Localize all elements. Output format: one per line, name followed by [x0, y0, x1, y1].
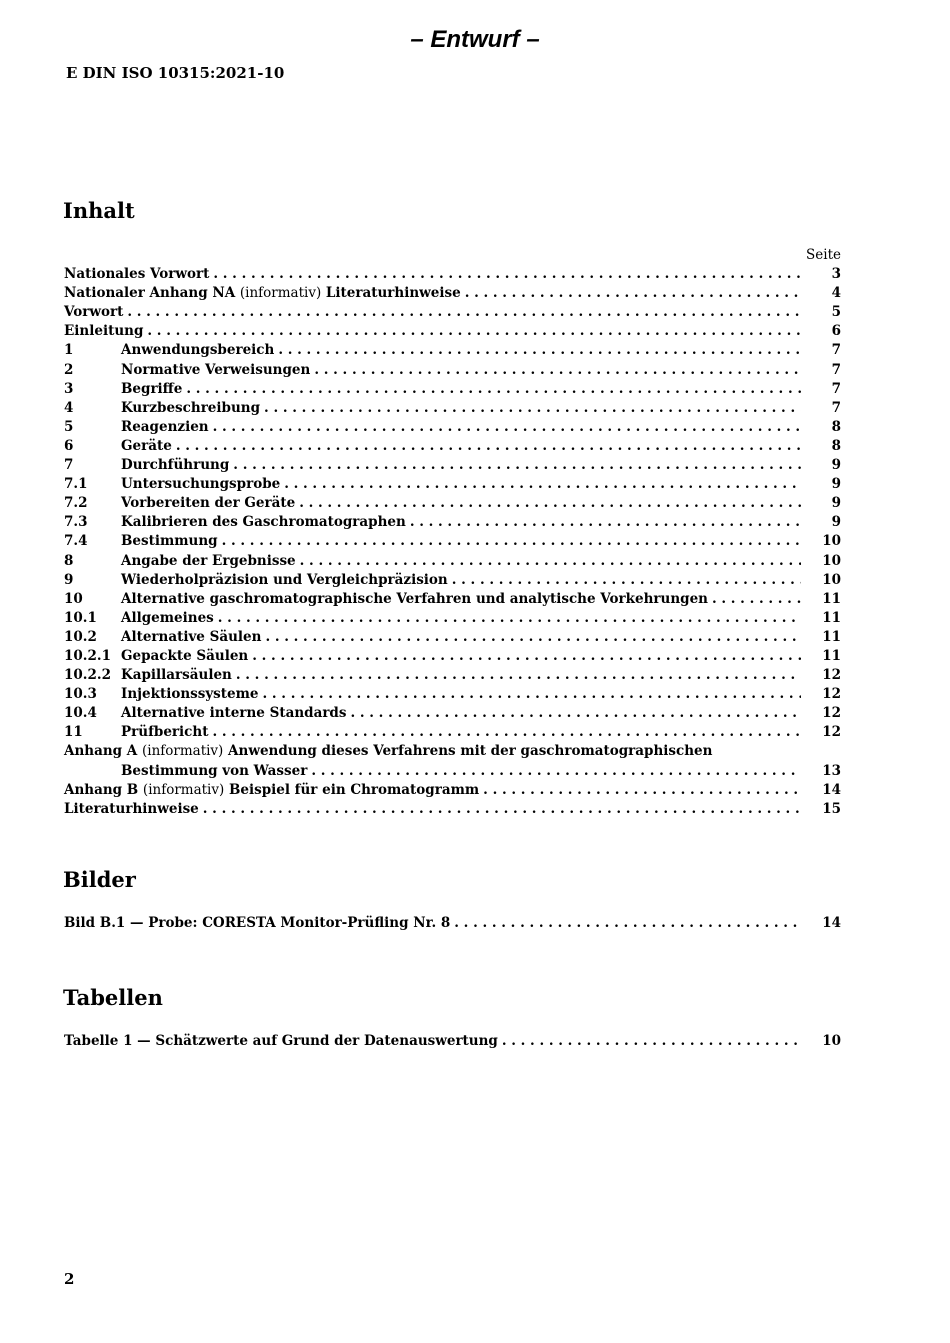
annex-a-label: Anhang A [64, 743, 138, 760]
toc-entry-annex-b[interactable] [64, 781, 841, 800]
toc-entry-title: Kapillarsäulen [121, 667, 232, 684]
toc-entry-title: Alternative gaschromatographische Verfahren und analytische Vorkehrungen [121, 590, 708, 607]
toc-entry[interactable] [64, 494, 841, 513]
toc-entry[interactable] [64, 704, 841, 723]
toc-entry-title: Untersuchungsprobe [121, 476, 281, 493]
toc-leader-dots [214, 609, 801, 628]
toc-entry-page: 9 [831, 476, 841, 493]
table-of-contents [64, 246, 841, 819]
toc-entry[interactable] [64, 723, 841, 742]
toc-entry-title: Angabe der Ergebnisse [121, 552, 296, 569]
toc-entry-title [64, 284, 461, 303]
toc-entry-page: 7 [831, 399, 841, 416]
toc-entry-title: Nationales Vorwort [64, 266, 210, 283]
toc-entry-number: 10.4 [64, 705, 97, 722]
annex-b-title: Beispiel für ein Chromatogramm [228, 781, 480, 798]
toc-entry-page: 6 [831, 323, 841, 340]
toc-entry-title-sub: Literaturhinweise [325, 285, 461, 302]
toc-entry-page: 13 [822, 762, 841, 779]
toc-entry[interactable] [64, 475, 841, 494]
toc-leader-dots [310, 361, 801, 380]
toc-heading: Inhalt [63, 198, 135, 223]
toc-entry-number: 1 [64, 342, 74, 359]
toc-entry[interactable] [64, 437, 841, 456]
toc-entry-title: Vorwort [64, 304, 124, 321]
toc-leader-dots [199, 800, 801, 819]
figure-entry-title: Bild B.1 — Probe: CORESTA Monitor-Prüfling Nr. 8 [64, 915, 451, 931]
toc-leader-dots [209, 418, 801, 437]
toc-entry-number: 10.2.2 [64, 667, 111, 684]
list-of-tables [64, 1032, 841, 1051]
toc-entry-title: Reagenzien [121, 418, 209, 435]
table-entry-page: 10 [822, 1033, 841, 1049]
toc-entry[interactable] [64, 399, 841, 418]
toc-leader-dots [450, 914, 801, 933]
toc-entry-page: 11 [822, 628, 841, 645]
toc-leader-dots [123, 303, 801, 322]
toc-entry-number: 8 [64, 552, 74, 569]
tables-heading: Tabellen [63, 985, 163, 1010]
toc-entry-page: 7 [831, 361, 841, 378]
toc-entry-number: 9 [64, 571, 74, 588]
toc-entry[interactable] [64, 647, 841, 666]
toc-entry[interactable] [64, 284, 841, 303]
toc-entry-title: Alternative Säulen [121, 628, 262, 645]
table-entry[interactable] [64, 1032, 841, 1051]
toc-entry-literature[interactable] [64, 800, 841, 819]
toc-entry-number: 3 [64, 380, 74, 397]
toc-entry-page: 10 [822, 552, 841, 569]
toc-leader-dots [346, 704, 801, 723]
draft-label: – Entwurf – [410, 26, 540, 53]
toc-entry-title [64, 742, 712, 761]
toc-leader-dots [708, 590, 801, 609]
toc-entry-page: 11 [822, 609, 841, 626]
seite-header-row [64, 246, 841, 265]
toc-entry-number: 10.3 [64, 686, 97, 703]
figures-heading: Bilder [63, 867, 136, 892]
toc-entry-title: Gepackte Säulen [121, 647, 249, 664]
toc-entry-title: Vorbereiten der Geräte [121, 495, 296, 512]
toc-entry-number: 2 [64, 361, 74, 378]
toc-entry-title: Prüfbericht [121, 724, 209, 741]
toc-leader-dots [406, 513, 801, 532]
toc-leader-dots [448, 571, 801, 590]
toc-leader-dots [479, 781, 801, 800]
toc-entry-page: 11 [822, 590, 841, 607]
toc-entry[interactable] [64, 609, 841, 628]
toc-entry[interactable] [64, 322, 841, 341]
toc-entry[interactable] [64, 666, 841, 685]
toc-leader-dots [208, 723, 801, 742]
toc-entry[interactable] [64, 590, 841, 609]
toc-entry-page: 9 [831, 495, 841, 512]
list-of-figures [64, 914, 841, 933]
toc-entry-number: 4 [64, 399, 74, 416]
toc-entry-page: 15 [822, 800, 841, 817]
toc-entry-page: 9 [831, 514, 841, 531]
toc-leader-dots [248, 647, 801, 666]
toc-leader-dots [260, 399, 801, 418]
toc-leader-dots [461, 284, 801, 303]
toc-entry-number: 5 [64, 418, 74, 435]
annex-a-informative: (informativ) [141, 743, 224, 760]
table-entry-title: Tabelle 1 — Schätzwerte auf Grund der Datenauswertung [64, 1033, 498, 1049]
toc-leader-dots [182, 380, 801, 399]
annex-a-title: Anwendung dieses Verfahrens mit der gaschromatographischen [228, 743, 713, 760]
toc-entry-page: 12 [822, 705, 841, 722]
toc-entry-page: 11 [822, 647, 841, 664]
toc-entry-title: Kalibrieren des Gaschromatographen [121, 514, 406, 531]
toc-entry-page: 7 [831, 380, 841, 397]
toc-entry-title: Alternative interne Standards [121, 705, 347, 722]
toc-entry-title: Normative Verweisungen [121, 361, 311, 378]
toc-leader-dots [261, 628, 801, 647]
toc-leader-dots [209, 265, 801, 284]
toc-entry-title: Bestimmung [121, 533, 218, 550]
toc-entry-page: 7 [831, 342, 841, 359]
toc-leader-dots [295, 494, 801, 513]
toc-entry-title-main: Nationaler Anhang NA [64, 285, 236, 302]
page-number: 2 [64, 1270, 75, 1288]
figure-entry-page: 14 [822, 915, 841, 931]
toc-entry-title: Kurzbeschreibung [121, 399, 261, 416]
toc-entry-page: 12 [822, 724, 841, 741]
toc-entry[interactable] [64, 265, 841, 284]
toc-entry-title: Injektionssysteme [121, 686, 259, 703]
toc-entry[interactable] [64, 418, 841, 437]
toc-entry-page: 9 [831, 457, 841, 474]
toc-entry[interactable] [64, 341, 841, 360]
toc-entry-title: Einleitung [64, 323, 144, 340]
toc-entry-number: 10.2.1 [64, 647, 111, 664]
toc-entry[interactable] [64, 552, 841, 571]
toc-leader-dots [232, 666, 801, 685]
toc-entry-number: 7.4 [64, 533, 88, 550]
toc-entry[interactable] [64, 456, 841, 475]
toc-entry-number: 10 [64, 590, 83, 607]
toc-entry[interactable] [64, 532, 841, 551]
toc-entry-title: Begriffe [121, 380, 183, 397]
toc-entry-number: 7.1 [64, 476, 88, 493]
toc-entry[interactable] [64, 303, 841, 322]
document-id: E DIN ISO 10315:2021-10 [66, 64, 285, 82]
toc-leader-dots [498, 1032, 801, 1051]
figure-entry[interactable] [64, 914, 841, 933]
toc-leader-dots [143, 322, 801, 341]
toc-entry[interactable] [64, 513, 841, 532]
toc-leader-dots [274, 341, 801, 360]
toc-entry[interactable] [64, 361, 841, 380]
toc-leader-dots [259, 685, 802, 704]
toc-leader-dots [280, 475, 801, 494]
toc-entry[interactable] [64, 571, 841, 590]
toc-entry[interactable] [64, 380, 841, 399]
annex-b-label: Anhang B [64, 781, 139, 798]
toc-entry-page: 10 [822, 533, 841, 550]
toc-entry-page: 12 [822, 667, 841, 684]
toc-entry-title [64, 781, 479, 800]
toc-entry-title: Durchführung [121, 457, 230, 474]
toc-entry-number: 10.1 [64, 609, 97, 626]
toc-entry-number: 6 [64, 437, 74, 454]
toc-entry-number: 10.2 [64, 628, 97, 645]
toc-leader-dots [229, 456, 801, 475]
toc-entry-annex-a-line1[interactable] [64, 742, 841, 761]
toc-leader-dots [307, 762, 801, 781]
toc-entry-page: 12 [822, 686, 841, 703]
toc-entry-annex-a-line2[interactable] [64, 762, 841, 781]
toc-entry-page: 5 [831, 304, 841, 321]
toc-entry-title: Wiederholpräzision und Vergleichpräzision [121, 571, 448, 588]
toc-entry-number: 7.3 [64, 514, 88, 531]
toc-entry-page: 8 [831, 437, 841, 454]
toc-entry-number: 11 [64, 724, 83, 741]
toc-leader-dots [218, 532, 801, 551]
toc-leader-dots [296, 552, 801, 571]
annex-b-informative: (informativ) [142, 781, 225, 798]
toc-leader-dots [172, 437, 801, 456]
toc-entry-number: 7.2 [64, 495, 88, 512]
toc-entry-page: 8 [831, 418, 841, 435]
toc-entry-page: 4 [831, 285, 841, 302]
seite-label: Seite [806, 247, 841, 263]
toc-entry[interactable] [64, 628, 841, 647]
toc-entry-page: 3 [831, 266, 841, 283]
toc-entry[interactable] [64, 685, 841, 704]
toc-entry-informative: (informativ) [239, 285, 322, 302]
toc-entry-page: 10 [822, 571, 841, 588]
annex-a-title-cont: Bestimmung von Wasser [121, 762, 308, 779]
toc-entry-title: Geräte [121, 437, 172, 454]
toc-entry-page: 14 [822, 781, 841, 798]
toc-entry-title: Anwendungsbereich [121, 342, 275, 359]
toc-entry-title: Literaturhinweise [64, 800, 199, 817]
toc-entry-title: Allgemeines [121, 609, 214, 626]
toc-entry-number: 7 [64, 457, 74, 474]
